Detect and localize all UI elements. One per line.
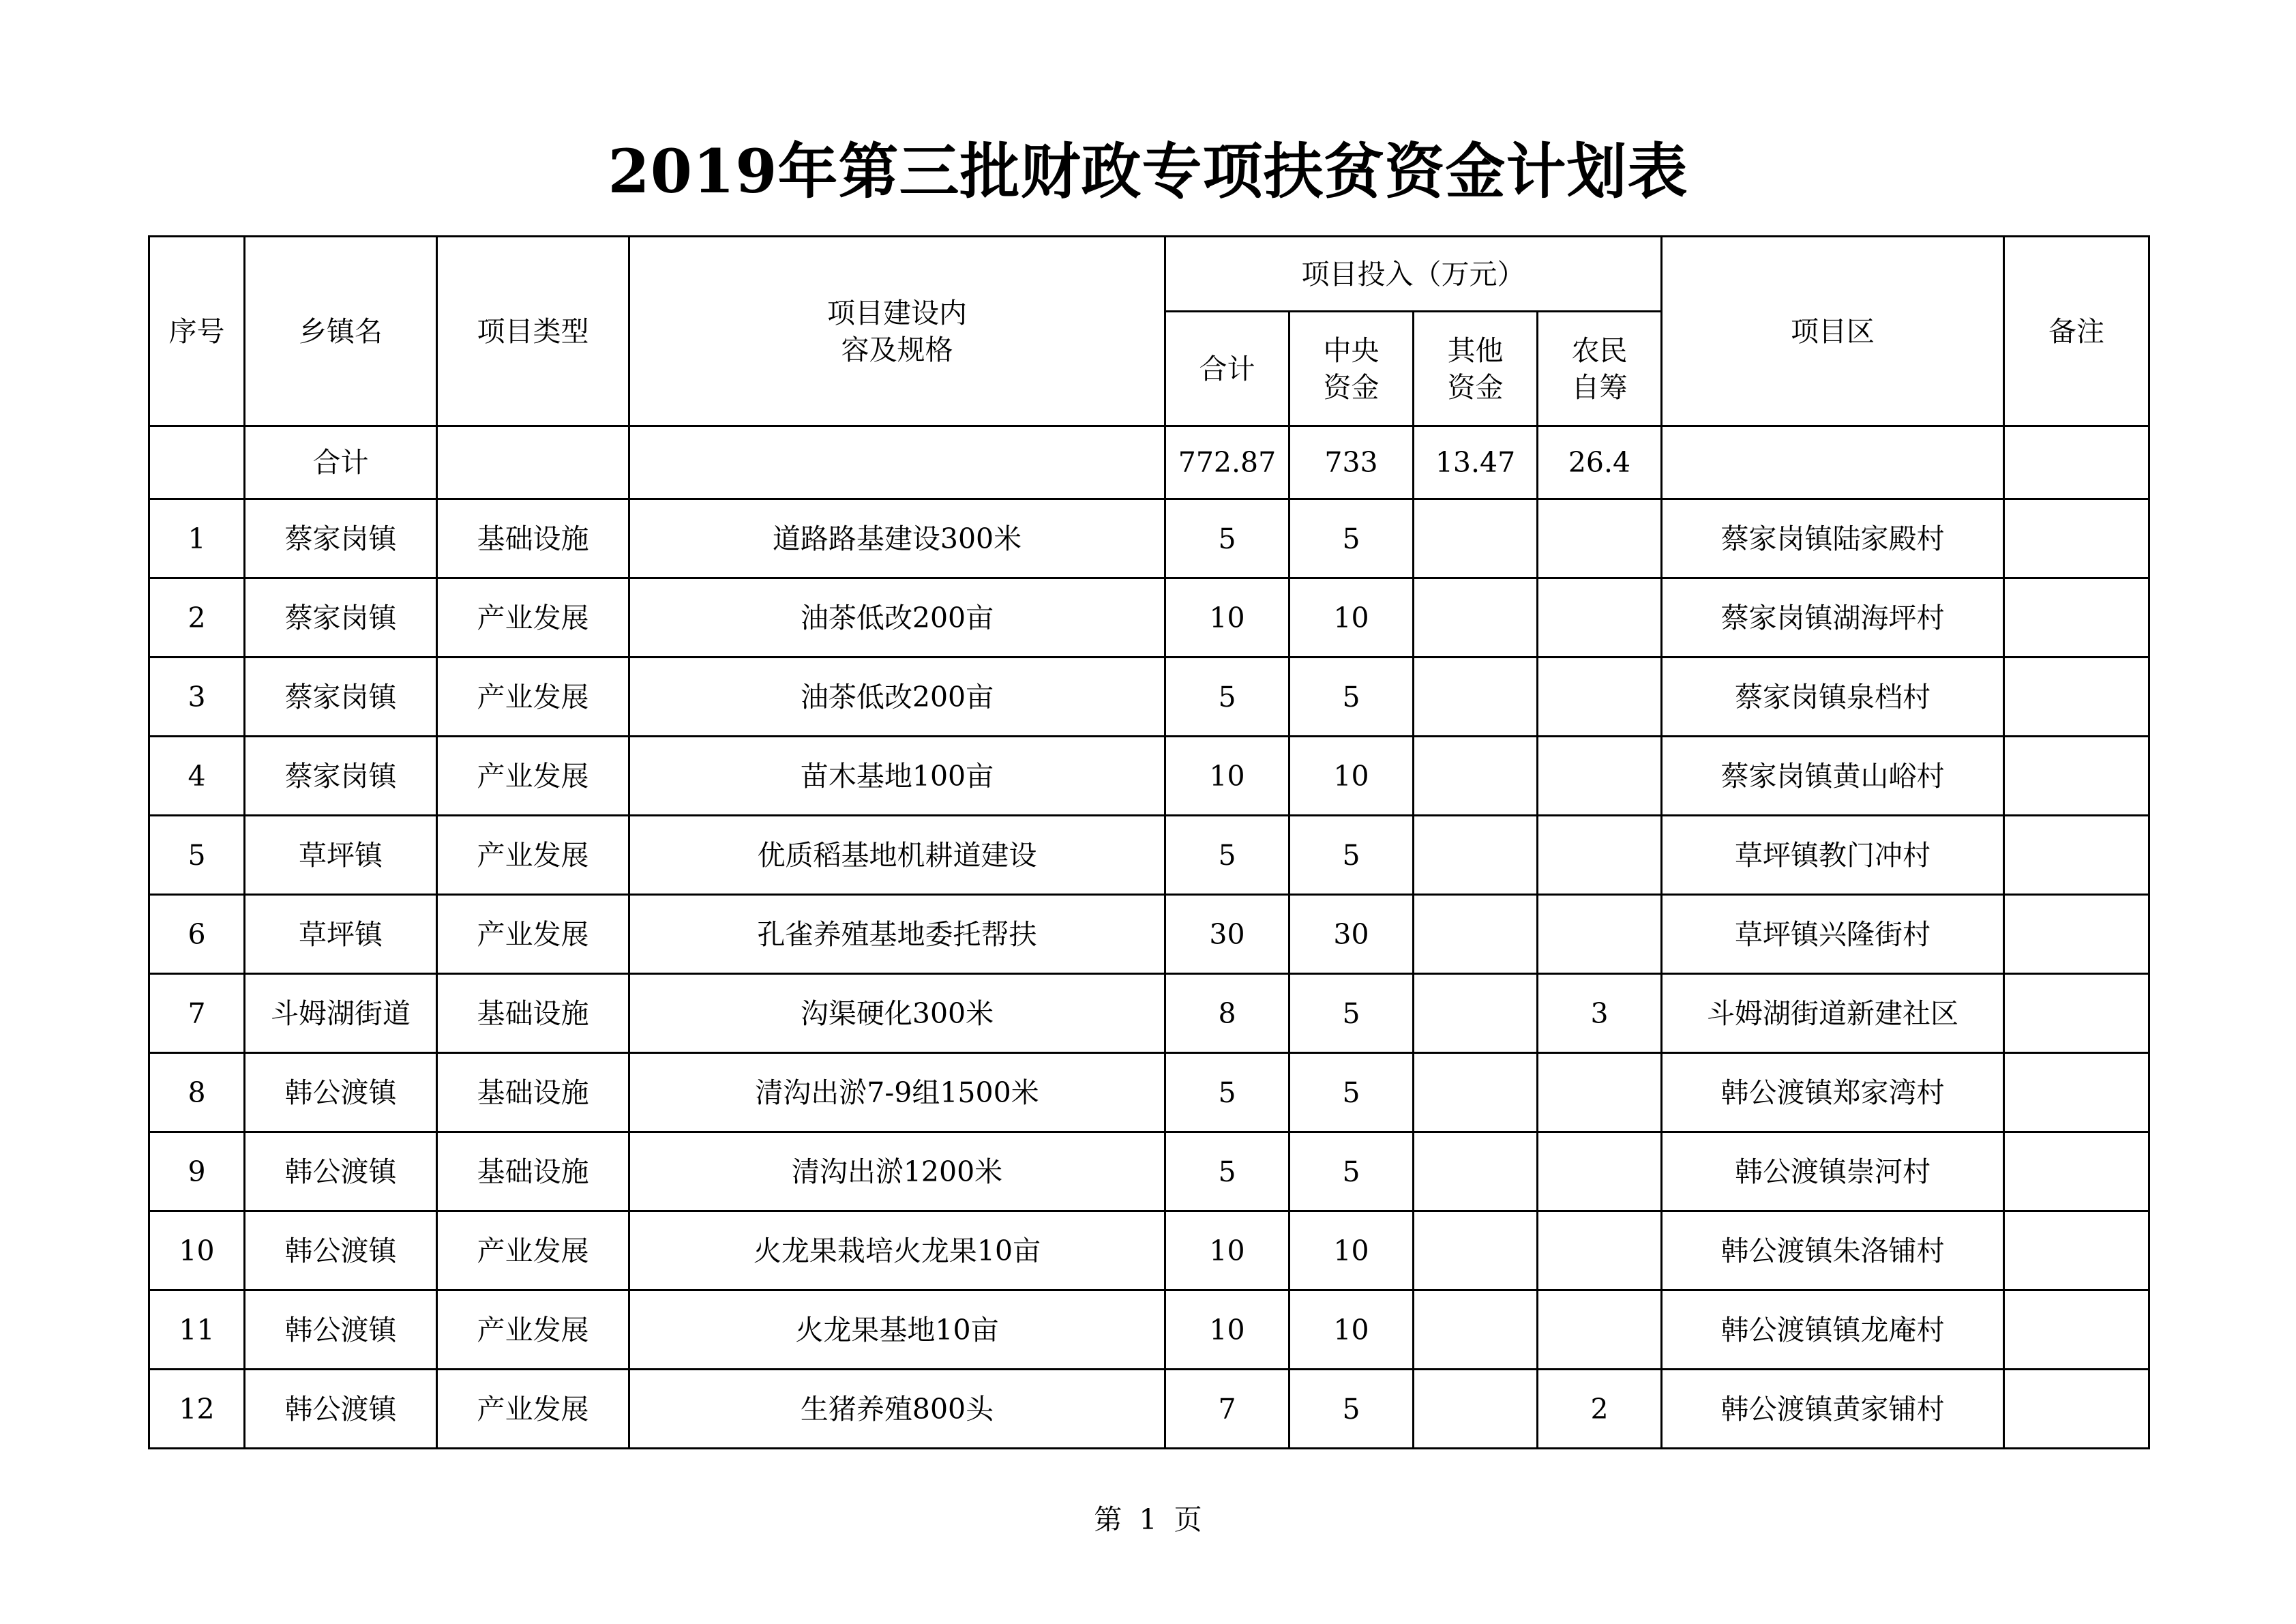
cell-town: 草坪镇 [245,816,437,895]
cell-central: 5 [1289,499,1414,578]
cell-type: 基础设施 [437,499,629,578]
cell-farmer [1538,1053,1662,1132]
cell-seq: 6 [149,895,245,974]
cell-content: 火龙果基地10亩 [629,1290,1165,1370]
cell-seq: 11 [149,1290,245,1370]
cell-other [1414,974,1538,1053]
cell-total: 10 [1165,1211,1289,1290]
cell-remark [2004,1211,2149,1290]
table-row [149,1290,2149,1370]
table-row [149,974,2149,1053]
summary-seq [149,426,245,499]
cell-content: 油茶低改200亩 [629,578,1165,658]
summary-other: 13.47 [1414,426,1538,499]
cell-town: 韩公渡镇 [245,1132,437,1211]
cell-area: 斗姆湖街道新建社区 [1662,974,2004,1053]
cell-other [1414,499,1538,578]
header-area: 项目区 [1662,237,2004,426]
cell-area: 蔡家岗镇湖海坪村 [1662,578,2004,658]
cell-seq: 10 [149,1211,245,1290]
header-type: 项目类型 [437,237,629,426]
summary-label: 合计 [245,426,437,499]
cell-remark [2004,1053,2149,1132]
table-row [149,1132,2149,1211]
cell-central: 10 [1289,737,1414,816]
cell-central: 5 [1289,658,1414,737]
cell-content: 苗木基地100亩 [629,737,1165,816]
cell-remark [2004,737,2149,816]
cell-farmer [1538,1290,1662,1370]
cell-seq: 7 [149,974,245,1053]
cell-remark [2004,816,2149,895]
cell-other [1414,895,1538,974]
cell-farmer [1538,737,1662,816]
header-other [1414,312,1538,426]
table-row [149,1053,2149,1132]
cell-content: 优质稻基地机耕道建设 [629,816,1165,895]
cell-seq: 5 [149,816,245,895]
header-other-text: 其他资金 [1447,334,1504,404]
header-content [629,237,1165,426]
cell-area: 韩公渡镇郑家湾村 [1662,1053,2004,1132]
cell-seq: 12 [149,1370,245,1449]
table-row [149,499,2149,578]
summary-remark [2004,426,2149,499]
cell-remark [2004,499,2149,578]
cell-remark [2004,658,2149,737]
cell-town: 蔡家岗镇 [245,658,437,737]
cell-type: 产业发展 [437,816,629,895]
cell-total: 30 [1165,895,1289,974]
cell-content: 孔雀养殖基地委托帮扶 [629,895,1165,974]
cell-central: 10 [1289,578,1414,658]
cell-remark [2004,1370,2149,1449]
cell-content: 火龙果栽培火龙果10亩 [629,1211,1165,1290]
cell-content: 油茶低改200亩 [629,658,1165,737]
cell-type: 产业发展 [437,1370,629,1449]
cell-central: 30 [1289,895,1414,974]
header-total: 合计 [1165,312,1289,426]
header-row-1 [149,237,2149,312]
summary-type [437,426,629,499]
cell-type: 产业发展 [437,1211,629,1290]
page-title: 2019年第三批财政专项扶贫资金计划表 [608,136,1688,207]
cell-other [1414,1053,1538,1132]
cell-remark [2004,974,2149,1053]
cell-central: 5 [1289,816,1414,895]
cell-farmer [1538,1211,1662,1290]
header-central-text: 中央资金 [1323,334,1380,404]
cell-content: 道路路基建设300米 [629,499,1165,578]
cell-seq: 9 [149,1132,245,1211]
cell-town: 蔡家岗镇 [245,737,437,816]
cell-seq: 2 [149,578,245,658]
cell-remark [2004,578,2149,658]
cell-total: 7 [1165,1370,1289,1449]
cell-town: 斗姆湖街道 [245,974,437,1053]
header-content-text: 项目建设内容及规格 [827,296,967,366]
summary-farmer: 26.4 [1538,426,1662,499]
cell-other [1414,1370,1538,1449]
cell-other [1414,1290,1538,1370]
cell-town: 韩公渡镇 [245,1211,437,1290]
cell-farmer [1538,658,1662,737]
cell-remark [2004,895,2149,974]
cell-other [1414,578,1538,658]
cell-type: 基础设施 [437,1132,629,1211]
cell-area: 韩公渡镇朱洛铺村 [1662,1211,2004,1290]
cell-central: 5 [1289,1053,1414,1132]
cell-total: 10 [1165,578,1289,658]
header-farmer-text: 农民自筹 [1571,334,1628,404]
cell-total: 5 [1165,658,1289,737]
cell-total: 5 [1165,499,1289,578]
cell-type: 产业发展 [437,737,629,816]
cell-farmer [1538,578,1662,658]
cell-town: 韩公渡镇 [245,1053,437,1132]
header-seq: 序号 [149,237,245,426]
cell-town: 蔡家岗镇 [245,578,437,658]
cell-type: 产业发展 [437,578,629,658]
cell-area: 蔡家岗镇泉档村 [1662,658,2004,737]
cell-total: 5 [1165,1132,1289,1211]
cell-content: 沟渠硬化300米 [629,974,1165,1053]
cell-total: 5 [1165,1053,1289,1132]
cell-content: 清沟出淤1200米 [629,1132,1165,1211]
cell-area: 韩公渡镇崇河村 [1662,1132,2004,1211]
cell-farmer [1538,1132,1662,1211]
cell-remark [2004,1132,2149,1211]
table-row [149,1211,2149,1290]
cell-other [1414,816,1538,895]
cell-farmer [1538,816,1662,895]
cell-type: 基础设施 [437,1053,629,1132]
cell-other [1414,1132,1538,1211]
cell-farmer [1538,499,1662,578]
table-row [149,816,2149,895]
cell-area: 蔡家岗镇陆家殿村 [1662,499,2004,578]
cell-central: 5 [1289,1370,1414,1449]
cell-area: 韩公渡镇黄家铺村 [1662,1370,2004,1449]
cell-area: 草坪镇教门冲村 [1662,816,2004,895]
cell-area: 韩公渡镇镇龙庵村 [1662,1290,2004,1370]
cell-type: 产业发展 [437,895,629,974]
cell-seq: 3 [149,658,245,737]
table-row [149,1370,2149,1449]
cell-farmer: 3 [1538,974,1662,1053]
cell-content: 清沟出淤7-9组1500米 [629,1053,1165,1132]
table-row [149,578,2149,658]
cell-central: 5 [1289,974,1414,1053]
header-investment: 项目投入（万元） [1165,237,1662,312]
cell-central: 5 [1289,1132,1414,1211]
cell-total: 8 [1165,974,1289,1053]
cell-town: 草坪镇 [245,895,437,974]
cell-seq: 1 [149,499,245,578]
table-row [149,658,2149,737]
summary-central: 733 [1289,426,1414,499]
cell-total: 10 [1165,737,1289,816]
cell-area: 蔡家岗镇黄山峪村 [1662,737,2004,816]
cell-other [1414,1211,1538,1290]
cell-other [1414,658,1538,737]
summary-row [149,426,2149,499]
cell-total: 10 [1165,1290,1289,1370]
cell-seq: 4 [149,737,245,816]
table-row [149,737,2149,816]
table-row [149,895,2149,974]
summary-area [1662,426,2004,499]
cell-town: 韩公渡镇 [245,1370,437,1449]
cell-town: 韩公渡镇 [245,1290,437,1370]
page-number: 第 1 页 [1094,1503,1202,1536]
cell-central: 10 [1289,1211,1414,1290]
header-town: 乡镇名 [245,237,437,426]
cell-central: 10 [1289,1290,1414,1370]
cell-other [1414,737,1538,816]
header-farmer [1538,312,1662,426]
summary-content [629,426,1165,499]
cell-seq: 8 [149,1053,245,1132]
cell-type: 产业发展 [437,1290,629,1370]
header-central [1289,312,1414,426]
cell-town: 蔡家岗镇 [245,499,437,578]
cell-farmer [1538,895,1662,974]
header-remark: 备注 [2004,237,2149,426]
cell-farmer: 2 [1538,1370,1662,1449]
summary-total: 772.87 [1165,426,1289,499]
cell-remark [2004,1290,2149,1370]
cell-area: 草坪镇兴隆街村 [1662,895,2004,974]
cell-type: 产业发展 [437,658,629,737]
cell-type: 基础设施 [437,974,629,1053]
funding-plan-table [148,235,2150,1449]
cell-content: 生猪养殖800头 [629,1370,1165,1449]
cell-total: 5 [1165,816,1289,895]
